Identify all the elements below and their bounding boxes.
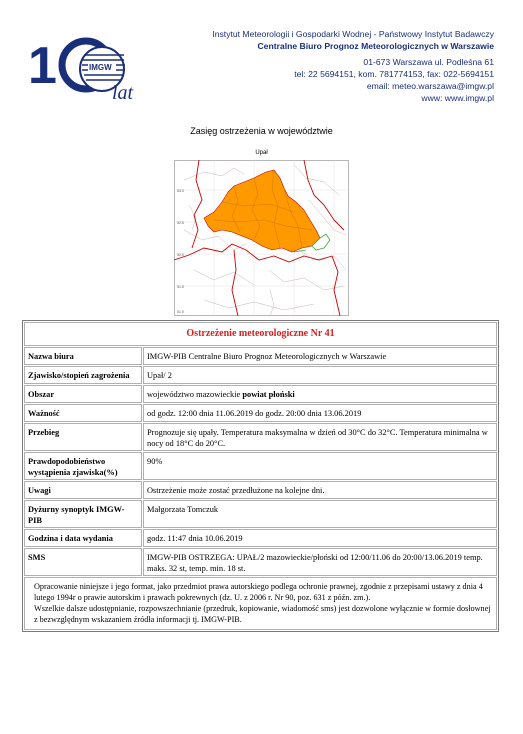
warning-table [22, 320, 499, 632]
row-label: Godzina i data wydania [24, 529, 142, 547]
contact-block [294, 56, 494, 104]
row-label: Dyżurny synoptyk IMGW-PIB [24, 500, 142, 528]
lat-tick: 52.5 [177, 221, 184, 225]
svg-text:IMGW: IMGW [89, 63, 112, 72]
office-name: Centralne Biuro Prognoz Meteorologicznych w Warszawie [257, 41, 494, 51]
row-value: 90% [143, 452, 497, 480]
row-value: Upał/ 2 [143, 366, 497, 384]
map-caption: Upał [255, 150, 268, 156]
table-row [24, 548, 497, 576]
table-row [24, 404, 497, 422]
row-value: Małgorzata Tomczuk [143, 500, 497, 528]
row-value: godz. 11:47 dnia 10.06.2019 [143, 529, 497, 547]
svg-text:lat: lat [112, 82, 134, 103]
lat-tick: 51.0 [177, 310, 184, 314]
row-label: Zjawisko/stopień zagrożenia [24, 366, 142, 384]
copyright-paragraph: Opracowanie niniejsze i jego format, jako przedmiot prawa autorskiego podlega ochronie prawnej, zgodnie z przepisami ustawy z dnia 4 lutego 1994r o prawie autorskim i prawach pokrewnych (dz. U. z 2006 r. Nr 90, poz. 631 z późn. zm.). [34, 582, 483, 602]
address: 01-673 Warszawa ul. Podleśna 61 [363, 57, 494, 67]
lat-tick: 52.0 [177, 253, 184, 257]
lat-tick: 53.0 [177, 189, 184, 193]
table-row [24, 452, 497, 480]
website-link[interactable]: www: www.imgw.pl [421, 93, 494, 103]
row-label: Nazwa biura [24, 347, 142, 365]
imgw-100-lat-logo [28, 33, 153, 103]
phone-numbers: tel: 22 5694151, kom. 781774153, fax: 022-5694151 [294, 69, 494, 79]
warning-map [174, 160, 349, 316]
map-heading: Zasięg ostrzeżenia w województwie [190, 126, 333, 136]
row-label: SMS [24, 548, 142, 576]
row-label: Przebieg [24, 423, 142, 451]
copyright-notice [24, 577, 497, 630]
redistribution-paragraph: Wszelkie dalsze udostępnianie, rozpowszechnianie (przedruk, kopiowanie, wiadomość sms) jest dozwolone wyłącznie w formie dosłownej z bezwzględnym wskazaniem źródła informacji tj. IMGW-PIB. [34, 604, 491, 624]
area-county: powiat płoński [242, 390, 295, 399]
lat-tick: 51.5 [177, 285, 184, 289]
row-value: Ostrzeżenie może zostać przedłużone na kolejne dni. [143, 481, 497, 499]
warning-title: Ostrzeżenie meteorologiczne Nr 41 [24, 322, 497, 346]
area-voivodeship: województwo mazowieckie [147, 390, 243, 399]
table-row [24, 481, 497, 499]
row-label: Prawdopodobieństwo wystąpienia zjawiska(%) [24, 452, 142, 480]
row-label: Obszar [24, 385, 142, 403]
row-label: Uwagi [24, 481, 142, 499]
row-value: Prognozuje się upały. Temperatura maksymalna w dzień od 30°C do 32°C. Temperatura minimalna w nocy od 18°C do 20°C. [143, 423, 497, 451]
row-value [143, 385, 497, 403]
institute-name: Instytut Meteorologii i Gospodarki Wodnej - Państwowy Instytut Badawczy [212, 29, 494, 39]
table-row [24, 347, 497, 365]
row-value: IMGW-PIB OSTRZEGA: UPAŁ/2 mazowieckie/płoński od 12:00/11.06 do 20:00/13.06.2019 temp. maks. 32 st, temp. min. 18 st. [143, 548, 497, 576]
table-row [24, 500, 497, 528]
table-row [24, 423, 497, 451]
table-row [24, 366, 497, 384]
email-link[interactable]: email: meteo.warszawa@imgw.pl [366, 81, 494, 91]
row-value: od godz. 12:00 dnia 11.06.2019 do godz. 20:00 dnia 13.06.2019 [143, 404, 497, 422]
row-label: Ważność [24, 404, 142, 422]
institute-header [212, 28, 494, 52]
row-value: IMGW-PIB Centralne Biuro Prognoz Meteorologicznych w Warszawie [143, 347, 497, 365]
table-row [24, 529, 497, 547]
table-row [24, 385, 497, 403]
svg-text:1: 1 [28, 37, 57, 95]
